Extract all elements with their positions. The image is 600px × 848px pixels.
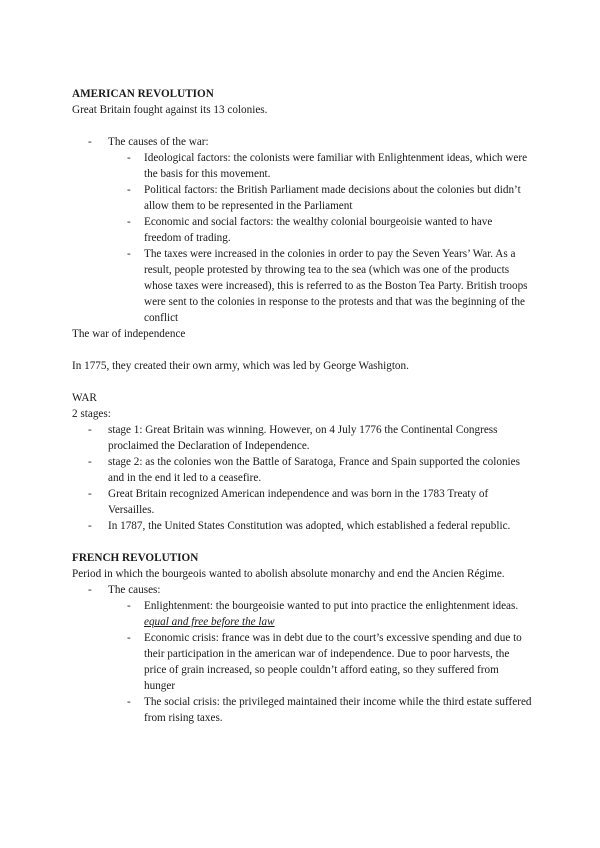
war-stage-2: stage 2: as the colonies won the Battle of Saratoga, France and Spain supported the colonies and in the end it led to a ceasefire.	[108, 456, 520, 484]
bullet-dash-icon: -	[127, 216, 131, 228]
list-item	[72, 150, 532, 182]
cause-economic-crisis: Economic crisis: france was in debt due to the court’s excessive spending and due to their participation in the american war of independence. Due to poor harvests, the price of grain increased, so people couldn’t afford eating, so they suffered from hunger	[144, 632, 522, 692]
cause-economic-social: Economic and social factors: the wealthy colonial bourgeoisie wanted to have freedom of trading.	[144, 216, 493, 244]
american-causes-item	[72, 134, 532, 150]
war-constitution: In 1787, the United States Constitution was adopted, which established a federal republic.	[108, 520, 511, 532]
french-revolution-heading: FRENCH REVOLUTION	[72, 552, 199, 564]
french-causes-label: The causes:	[108, 584, 161, 596]
war-stage-1: stage 1: Great Britain was winning. However, on 4 July 1776 the Continental Congress proclaimed the Declaration of Independence.	[108, 424, 498, 452]
cause-taxes: The taxes were increased in the colonies in order to pay the Seven Years’ War. As a result, people protested by throwing tea to the sea (which was one of the products whose taxes were increased), this is referred to as the Boston Tea Party. British troops were sent to the colonies in response to the protests and that was the beginning of the conflict	[144, 248, 528, 324]
bullet-dash-icon: -	[127, 152, 131, 164]
bullet-dash-icon: -	[127, 632, 131, 644]
army-paragraph: In 1775, they created their own army, which was led by George Washigton.	[72, 360, 409, 372]
list-item	[72, 454, 532, 486]
american-revolution-heading: AMERICAN REVOLUTION	[72, 88, 214, 100]
american-causes-label: The causes of the war:	[108, 136, 209, 148]
bullet-dash-icon: -	[88, 520, 92, 532]
cause-social-crisis: The social crisis: the privileged maintained their income while the third estate suffered from rising taxes.	[144, 696, 532, 724]
bullet-dash-icon: -	[127, 600, 131, 612]
bullet-dash-icon: -	[127, 184, 131, 196]
list-item	[72, 182, 532, 214]
list-item	[72, 422, 532, 454]
cause-enlightenment-emphasis: equal and free before the law	[144, 616, 275, 628]
document-page	[72, 86, 532, 726]
bullet-dash-icon: -	[88, 488, 92, 500]
list-item	[72, 246, 532, 326]
list-item	[72, 694, 532, 726]
cause-enlightenment-text: Enlightenment: the bourgeoisie wanted to put into practice the enlightenment ideas.	[144, 600, 519, 612]
cause-political: Political factors: the British Parliament made decisions about the colonies but didn’t allow them to be represented in the Parliament	[144, 184, 521, 212]
war-stages-label: 2 stages:	[72, 408, 111, 420]
list-item	[72, 214, 532, 246]
bullet-dash-icon: -	[127, 248, 131, 260]
list-item	[72, 486, 532, 518]
bullet-dash-icon: -	[88, 456, 92, 468]
war-recognition: Great Britain recognized American independence and was born in the 1783 Treaty of Versailles.	[108, 488, 489, 516]
war-of-independence-label: The war of independence	[72, 328, 186, 340]
american-intro: Great Britain fought against its 13 colonies.	[72, 104, 268, 116]
war-heading: WAR	[72, 392, 97, 404]
bullet-dash-icon: -	[88, 136, 92, 148]
list-item	[72, 630, 532, 694]
bullet-dash-icon: -	[127, 696, 131, 708]
list-item	[72, 598, 532, 630]
french-causes-item	[72, 582, 532, 598]
bullet-dash-icon: -	[88, 424, 92, 436]
list-item	[72, 518, 532, 534]
bullet-dash-icon: -	[88, 584, 92, 596]
french-intro: Period in which the bourgeois wanted to abolish absolute monarchy and end the Ancien Régime.	[72, 568, 505, 580]
cause-ideological: Ideological factors: the colonists were familiar with Enlightenment ideas, which were the basis for this movement.	[144, 152, 528, 180]
cause-enlightenment	[144, 598, 532, 630]
